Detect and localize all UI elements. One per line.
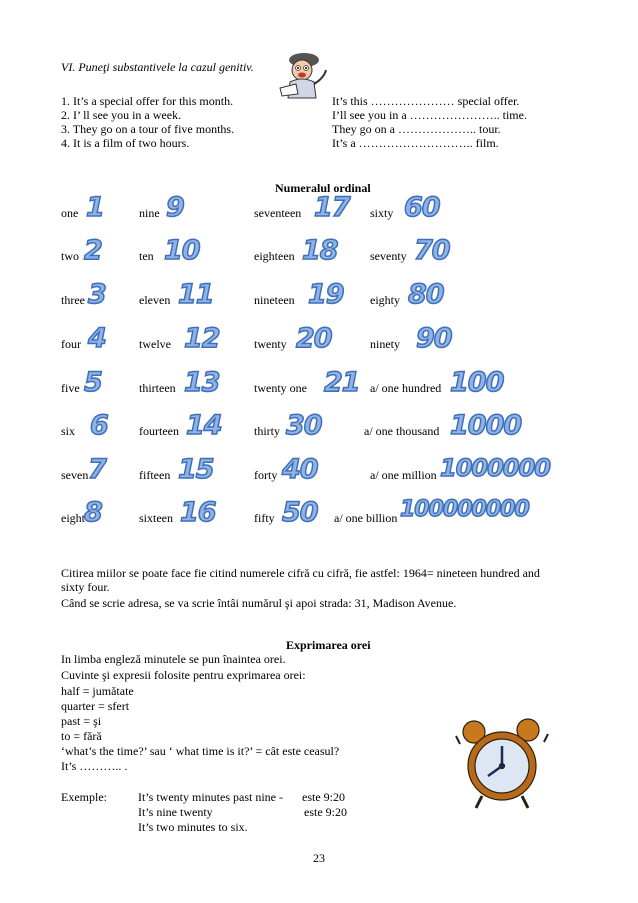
number-digits: 9 <box>166 192 184 223</box>
number-word: eighteen <box>254 249 295 263</box>
time-line-2: Cuvinte şi expresii folosite pentru exprimarea orei: <box>61 668 306 682</box>
number-digits: 10 <box>164 235 200 266</box>
number-digits: 80 <box>408 279 444 310</box>
number-word: nineteen <box>254 293 295 307</box>
number-word: fifty <box>254 511 275 525</box>
time-line-4: quarter = sfert <box>61 699 130 713</box>
number-digits: 100000000 <box>400 497 529 522</box>
number-word: nine <box>139 206 160 220</box>
number-word: seventeen <box>254 206 302 220</box>
number-word: twenty <box>254 337 287 351</box>
number-digits: 21 <box>324 367 360 398</box>
time-line-8: It’s ……….. . <box>61 759 128 773</box>
number-digits: 70 <box>414 235 450 266</box>
number-digits: 3 <box>88 279 106 310</box>
time-title: Exprimarea orei <box>286 638 371 652</box>
exercise-title: VI. Puneţi substantivele la cazul genitiv. <box>61 60 254 74</box>
answer-line-3: They go on a ……………….. tour. <box>332 122 501 136</box>
svg-text:.: . <box>501 742 503 749</box>
number-digits: 90 <box>416 323 452 354</box>
number-digits: 18 <box>302 235 338 266</box>
page-number: 23 <box>313 851 325 865</box>
number-word: eight <box>61 511 85 525</box>
number-digits: 8 <box>84 497 102 528</box>
number-digits: 60 <box>404 192 440 223</box>
number-digits: 12 <box>184 323 220 354</box>
examples-label: Exemple: <box>61 790 107 804</box>
alarm-clock-icon <box>452 716 552 812</box>
number-word: ninety <box>370 337 400 351</box>
answer-line-2: I’ll see you in a ………………….. time. <box>332 108 527 122</box>
number-digits: 20 <box>296 323 332 354</box>
cartoon-figure-icon <box>276 48 330 102</box>
answer-line-1: It’s this ………………… special offer. <box>332 94 520 108</box>
number-digits: 13 <box>184 367 220 398</box>
number-digits: 16 <box>180 497 216 528</box>
number-word: twenty one <box>254 381 307 395</box>
number-digits: 100 <box>450 367 504 398</box>
number-word: five <box>61 381 80 395</box>
sentence-1: 1. It’s a special offer for this month. <box>61 94 234 108</box>
number-word: a/ one thousand <box>364 424 440 438</box>
reading-line-2: sixty four. <box>61 580 110 594</box>
number-word: a/ one million <box>370 468 437 482</box>
number-digits: 14 <box>186 410 222 441</box>
number-digits: 40 <box>282 454 318 485</box>
number-word: seven <box>61 468 89 482</box>
number-digits: 6 <box>90 410 108 441</box>
number-word: four <box>61 337 81 351</box>
number-word: a/ one hundred <box>370 381 442 395</box>
example-1-text: It’s twenty minutes past nine - <box>138 790 283 804</box>
number-digits: 30 <box>286 410 322 441</box>
number-word: two <box>61 249 79 263</box>
number-word: seventy <box>370 249 407 263</box>
number-digits: 1000 <box>450 410 522 441</box>
number-digits: 2 <box>84 235 102 266</box>
number-word: twelve <box>139 337 171 351</box>
number-word: six <box>61 424 76 438</box>
number-digits: 1 <box>86 192 104 223</box>
time-line-5: past = şi <box>61 714 102 728</box>
reading-line-3: Când se scrie adresa, se va scrie întâi numărul şi apoi strada: 31, Madison Avenue. <box>61 596 457 610</box>
number-digits: 11 <box>178 279 214 310</box>
sentence-3: 3. They go on a tour of five months. <box>61 122 235 136</box>
number-word: three <box>61 293 85 307</box>
number-word: forty <box>254 468 278 482</box>
number-word: ten <box>139 249 154 263</box>
number-word: eleven <box>139 293 171 307</box>
number-digits: 1000000 <box>440 454 550 482</box>
number-word: eighty <box>370 293 400 307</box>
time-line-7: ‘what’s the time?’ sau ‘ what time is it?’ = cât este ceasul? <box>61 744 340 758</box>
number-digits: 5 <box>84 367 102 398</box>
number-word: a/ one billion <box>334 511 398 525</box>
example-3-text: It’s two minutes to six. <box>138 820 248 834</box>
number-word: fourteen <box>139 424 179 438</box>
number-word: one <box>61 206 79 220</box>
number-digits: 4 <box>88 323 106 354</box>
sentence-2: 2. I’ ll see you in a week. <box>61 108 182 122</box>
number-digits: 19 <box>308 279 344 310</box>
time-line-6: to = fără <box>61 729 102 743</box>
time-line-1: In limba engleză minutele se pun înaintea orei. <box>61 652 286 666</box>
answer-line-4: It’s a ……………………….. film. <box>332 136 499 150</box>
number-word: sixty <box>370 206 394 220</box>
number-word: fifteen <box>139 468 171 482</box>
example-2-text: It’s nine twenty <box>138 805 213 819</box>
sentence-4: 4. It is a film of two hours. <box>61 136 190 150</box>
number-digits: 15 <box>178 454 214 485</box>
example-1-value: este 9:20 <box>302 790 345 804</box>
example-2-value: este 9:20 <box>304 805 347 819</box>
number-word: thirteen <box>139 381 176 395</box>
reading-line-1: Citirea miilor se poate face fie citind numerele cifră cu cifră, fie astfel: 1964= nineteen hundred and <box>61 566 540 580</box>
number-word: sixteen <box>139 511 173 525</box>
time-line-3: half = jumătate <box>61 684 134 698</box>
number-digits: 50 <box>282 497 318 528</box>
number-word: thirty <box>254 424 280 438</box>
number-digits: 17 <box>314 192 350 223</box>
number-digits: 7 <box>88 454 106 485</box>
ordinal-title: Numeralul ordinal <box>275 181 371 195</box>
